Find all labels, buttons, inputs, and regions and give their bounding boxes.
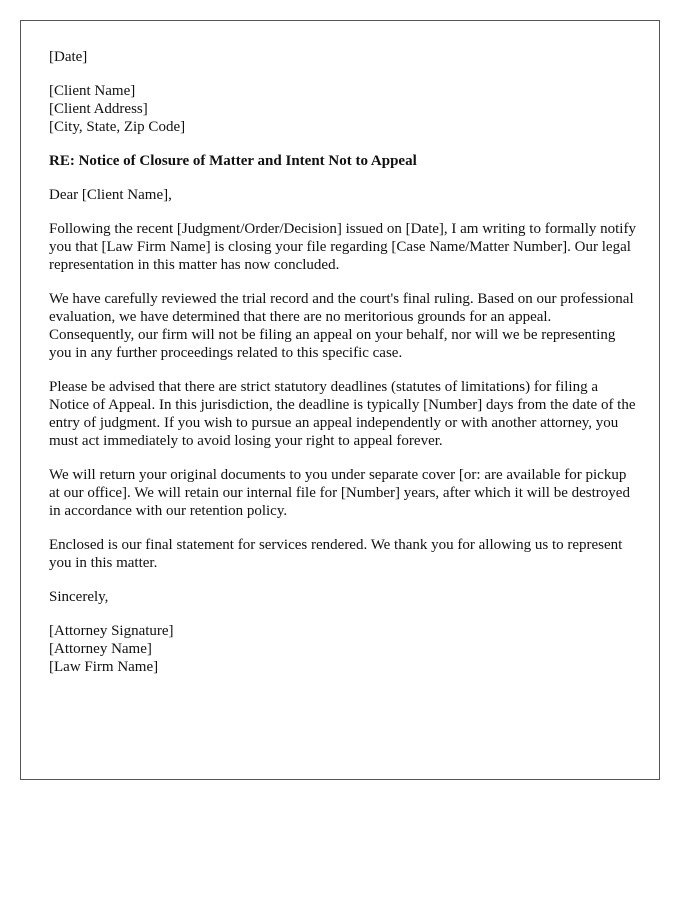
- client-city-state-zip: [City, State, Zip Code]: [49, 119, 186, 135]
- paragraph-final-statement: Enclosed is our final statement for services rendered. We thank you for allowing us to represent you in this matter.: [49, 537, 623, 571]
- date-block: [49, 48, 639, 66]
- client-address: [Client Address]: [49, 101, 148, 117]
- law-firm-name: [Law Firm Name]: [49, 659, 159, 675]
- subject-line: RE: Notice of Closure of Matter and Intent Not to Appeal: [49, 153, 417, 169]
- attorney-signature: [Attorney Signature]: [49, 623, 174, 639]
- paragraph-documents: We will return your original documents to you under separate cover [or: are available for pickup at our office]. We will retain our internal file for [Number] years, after which it will be destroyed in accordance with our retention policy.: [49, 467, 630, 519]
- client-address-block: [49, 82, 639, 136]
- client-name: [Client Name]: [49, 83, 136, 99]
- letter-frame: [20, 20, 660, 780]
- paragraph-judgment-notice: Following the recent [Judgment/Order/Decision] issued on [Date], I am writing to formally notify you that [Law Firm Name] is closing your file regarding [Case Name/Matter Number]. Our legal representation in this matter has now concluded.: [49, 221, 636, 273]
- salutation: Dear [Client Name],: [49, 187, 172, 203]
- signature-block: [49, 622, 639, 676]
- paragraph-no-appeal: We have carefully reviewed the trial record and the court's final ruling. Based on our professional evaluation, we have determined that there are no meritorious grounds for an appeal. Consequently, our firm will not be filing an appeal on your behalf, nor will we be representing you in any further proceedings related to this specific case.: [49, 291, 634, 361]
- attorney-name: [Attorney Name]: [49, 641, 152, 657]
- closing: Sincerely,: [49, 589, 109, 605]
- letter-body: [49, 48, 639, 692]
- letter-date: [Date]: [49, 49, 88, 65]
- paragraph-deadlines: Please be advised that there are strict statutory deadlines (statutes of limitations) for filing a Notice of Appeal. In this jurisdiction, the deadline is typically [Number] days from the date of the entry of judgment. If you wish to pursue an appeal independently or with another attorney, you must act immediately to avoid losing your right to appeal forever.: [49, 379, 636, 449]
